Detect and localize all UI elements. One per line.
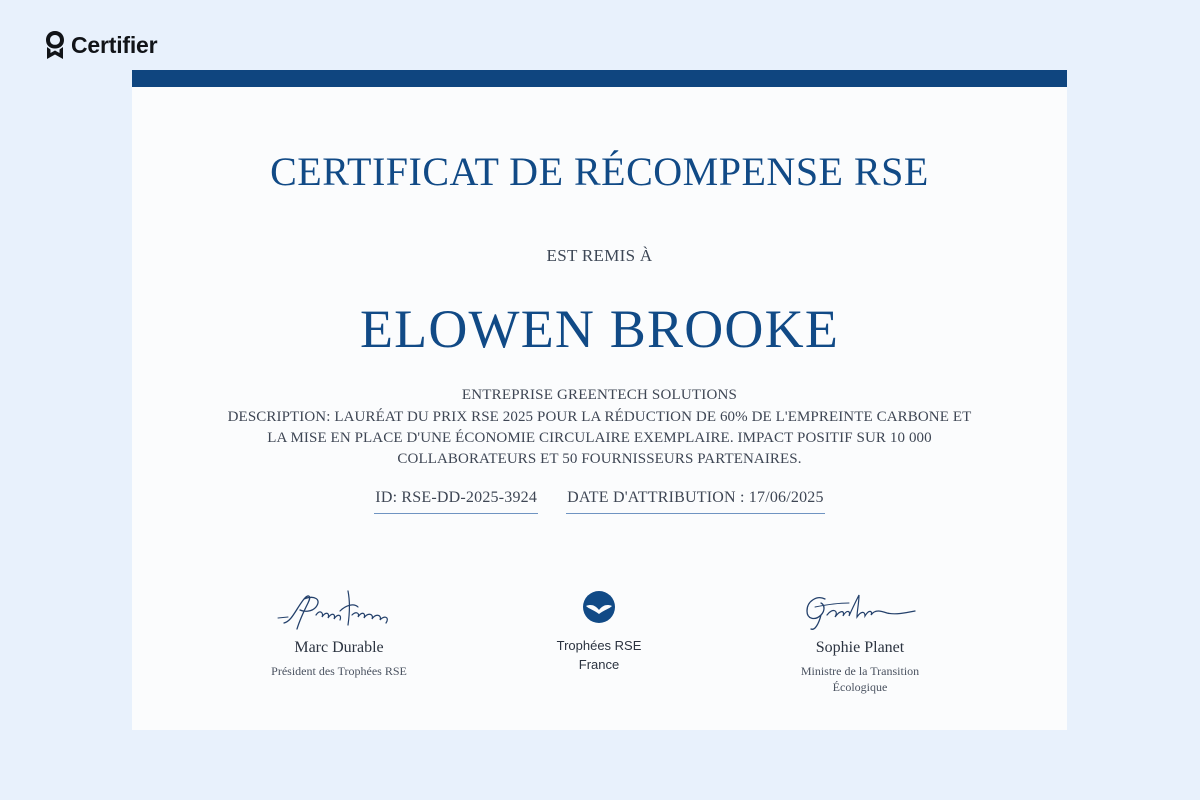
signatory-role-right-line2: Écologique <box>832 680 888 694</box>
presented-to-label: EST REMIS À <box>546 246 653 265</box>
signatory-name-left: Marc Durable <box>294 639 384 656</box>
signatory-name-right: Sophie Planet <box>815 639 905 656</box>
signatory-role-right <box>740 663 980 695</box>
award-description: DESCRIPTION: LAURÉAT DU PRIX RSE 2025 POUR LA RÉDUCTION DE 60% DE L'EMPREINTE CARBONE ET LA MISE EN PLACE D'UNE ÉCONOMIE CIRCULAIRE EXEMPLAIRE. IMPACT POSITIF SUR 10 000 COLLABORATEURS ET 50 FOURNISSEURS PARTENAIRES. <box>227 409 972 467</box>
signature-marc-durable <box>264 585 414 637</box>
issuer-country: France <box>578 657 620 672</box>
trophees-rse-logo-icon <box>582 590 616 624</box>
signatory-role-right-line1: Ministre de la Transition <box>800 664 920 678</box>
certifier-logo-icon <box>44 29 66 61</box>
award-date: DATE D'ATTRIBUTION : 17/06/2025 <box>566 489 825 514</box>
signature-sophie-planet <box>785 585 935 637</box>
issuer-logo-block <box>519 590 679 674</box>
organization-name: ENTREPRISE GREENTECH SOLUTIONS <box>461 387 738 403</box>
signatory-role-left: Président des Trophées RSE <box>271 664 407 678</box>
certificate-top-bar <box>132 70 1067 87</box>
signature-block-right <box>740 585 980 695</box>
certificate-id: ID: RSE-DD-2025-3924 <box>374 489 538 514</box>
issuer-name: Trophées RSE <box>556 638 642 653</box>
signature-block-left <box>219 585 459 679</box>
recipient-name: ELOWEN BROOKE <box>359 299 840 359</box>
certificate <box>132 70 1067 730</box>
brand-name: Certifier <box>71 31 158 58</box>
certificate-meta <box>132 489 1067 514</box>
brand-header <box>44 29 157 61</box>
certificate-title: CERTIFICAT DE RÉCOMPENSE RSE <box>270 149 929 194</box>
